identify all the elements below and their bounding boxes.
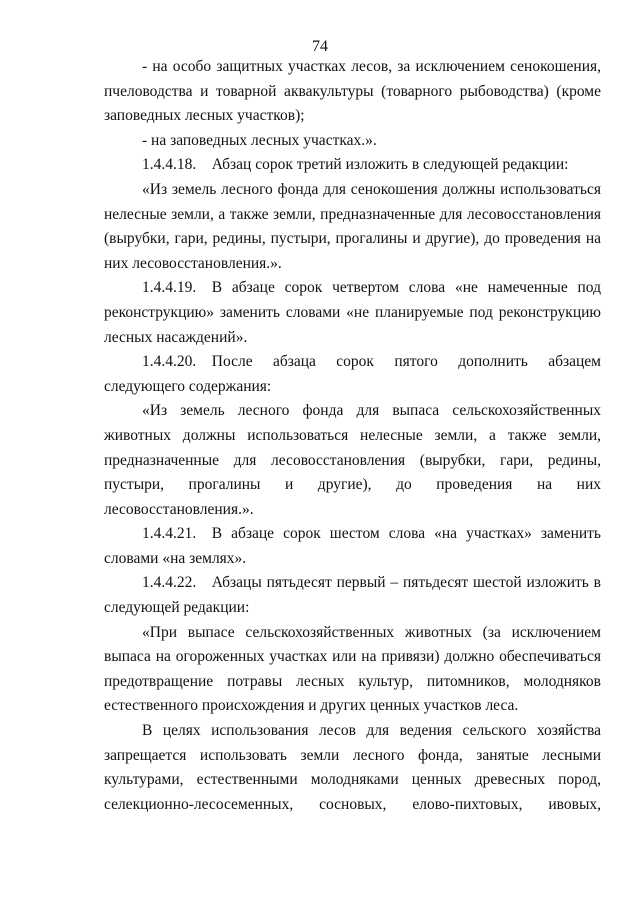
paragraph-reserve-areas: - на заповедных лесных участках.». <box>142 131 377 149</box>
paragraph-grazing-rules-quote: «При выпасе сельскохозяйственных животных (за исключением выпаса на огороженных участках или на привязи) должно обеспечиваться предотвращение потравы лесных культур, питомников, молодняков естественного происхождения и других ценных участков леса. <box>104 623 601 715</box>
document-body <box>104 55 601 817</box>
page-number: 74 <box>312 38 328 55</box>
paragraph-item-1-4-4-18: 1.4.4.18. Абзац сорок третий изложить в следующей редакции: <box>142 156 569 174</box>
paragraph-item-1-4-4-21: 1.4.4.21. В абзаце сорок шестом слова «на участках» заменить словами «на землях». <box>104 525 601 567</box>
paragraph-item-1-4-4-20: 1.4.4.20. После абзаца сорок пятого дополнить абзацем следующего содержания: <box>104 353 601 395</box>
paragraph-item-1-4-4-22: 1.4.4.22. Абзацы пятьдесят первый – пятьдесят шестой изложить в следующей редакции: <box>104 574 601 617</box>
paragraph-item-1-4-4-19: 1.4.4.19. В абзаце сорок четвертом слова «не намеченные под реконструкцию» заменить словами «не планируемые под реконструкцию лесных насаждений». <box>104 279 601 346</box>
paragraph-protective-areas: - на особо защитных участках лесов, за исключением сенокошения, пчеловодства и товарной аквакультуры (товарного рыбоводства) (кроме заповедных лесных участков); <box>104 58 601 125</box>
paragraph-grazing-quote: «Из земель лесного фонда для выпаса сельскохозяйственных животных должны использоваться нелесные земли, а также земли, предназначенные для лесовосстановления (вырубки, гари, редины, пустыри, прогалины и другие), до проведения на них лесовосстановления.». <box>104 402 601 518</box>
paragraph-hay-quote: «Из земель лесного фонда для сенокошения должны использоваться нелесные земли, а также земли, предназначенные для лесовосстановления (вырубки, гари, редины, пустыри, прогалины и другие), до проведения на них лесовосстановления.». <box>104 180 601 272</box>
paragraph-agriculture-restrictions: В целях использования лесов для ведения сельского хозяйства запрещается использовать земли лесного фонда, занятые лесными культурами, естественными молодняками ценных древесных пород, селекционно-лесосеменных, сосновых, елово-пихтовых, ивовых, <box>104 722 601 813</box>
